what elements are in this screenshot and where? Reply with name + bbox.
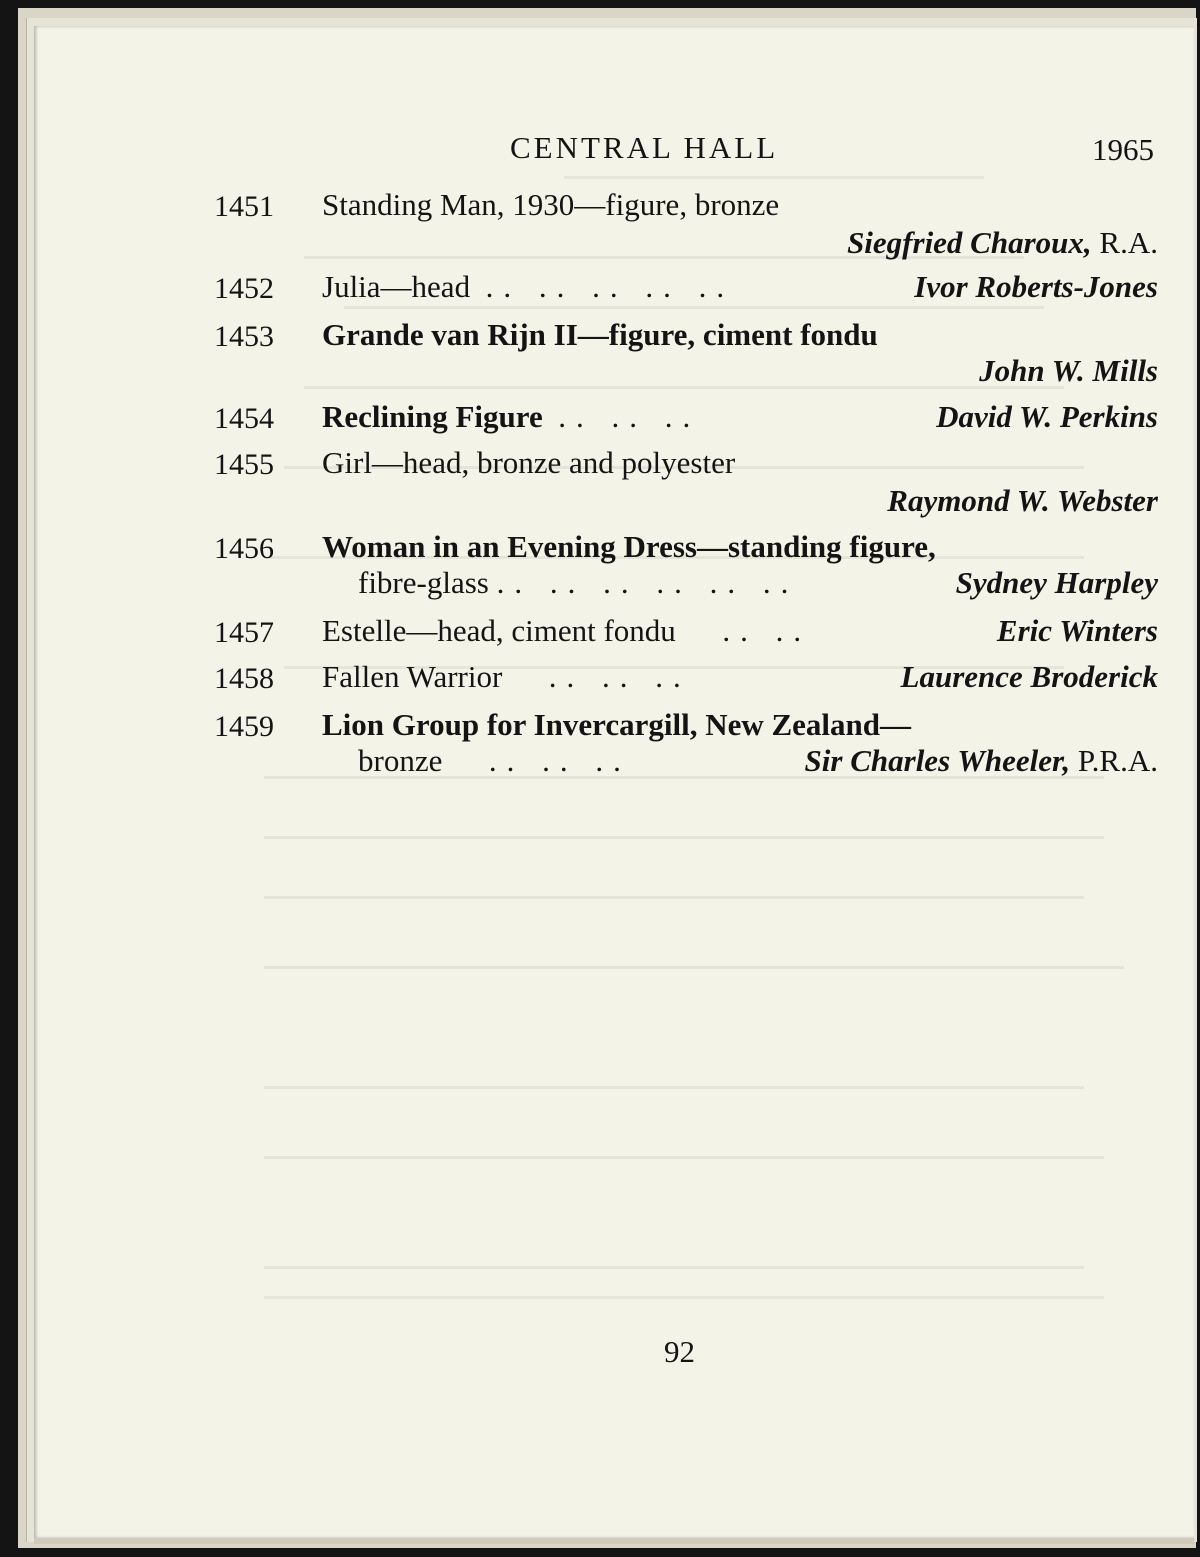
entry-number: 1453 bbox=[214, 320, 274, 353]
entry-title-text: Woman in an Evening Dress—standing figure, bbox=[322, 529, 936, 564]
entry-continuation bbox=[358, 566, 798, 600]
page-number: 92 bbox=[664, 1334, 695, 1369]
entry-title: Fallen Warrior bbox=[322, 659, 503, 694]
entry-artist bbox=[956, 566, 1158, 600]
catalogue-entry bbox=[214, 318, 1158, 398]
leader-dots: .. .. .. bbox=[558, 399, 701, 434]
entry-artist bbox=[936, 400, 1158, 434]
artist-name: John W. Mills bbox=[979, 353, 1158, 388]
artist-name: Laurence Broderick bbox=[900, 659, 1158, 694]
artist-name: Raymond W. Webster bbox=[887, 483, 1158, 518]
entry-number: 1458 bbox=[214, 662, 274, 695]
artist-name: Sir Charles Wheeler, bbox=[804, 743, 1071, 778]
entry-title: Standing Man, 1930—figure, bronze bbox=[322, 187, 780, 222]
catalogue-entry bbox=[214, 400, 1158, 440]
leader-dots: .. .. .. bbox=[548, 659, 691, 694]
catalogue-entry bbox=[214, 530, 1158, 610]
entry-number: 1452 bbox=[214, 272, 274, 305]
artist-name: Eric Winters bbox=[996, 613, 1158, 648]
entry-number: 1456 bbox=[214, 532, 274, 565]
artist-honour: R.A. bbox=[1091, 225, 1158, 260]
catalogue-entry bbox=[214, 446, 1158, 526]
page-bottom-edge bbox=[34, 1538, 1194, 1544]
entry-artist bbox=[887, 484, 1158, 518]
entry-title-line bbox=[322, 660, 691, 694]
entry-continuation bbox=[358, 744, 631, 778]
artist-honour: P.R.A. bbox=[1070, 743, 1158, 778]
entry-title: Estelle—head, ciment fondu bbox=[322, 613, 676, 648]
entry-number: 1457 bbox=[214, 616, 274, 649]
catalogue-entry bbox=[214, 614, 1158, 654]
artist-name: Siegfried Charoux, bbox=[847, 225, 1092, 260]
entry-title-line bbox=[322, 270, 734, 304]
entry-title bbox=[322, 318, 878, 352]
catalogue-entry bbox=[214, 188, 1158, 268]
entry-title: Julia—head bbox=[322, 269, 471, 304]
leader-dots: .. .. .. .. .. bbox=[485, 269, 735, 304]
catalogue-page bbox=[34, 26, 1194, 1538]
leader-dots: .. .. .. bbox=[488, 743, 631, 778]
entry-title bbox=[322, 530, 936, 564]
entry-title bbox=[322, 708, 911, 742]
entry-title: Girl—head, bronze and polyester bbox=[322, 445, 736, 480]
catalogue-entry bbox=[214, 708, 1158, 788]
section-title: CENTRAL HALL bbox=[510, 130, 779, 165]
artist-name: Sydney Harpley bbox=[955, 565, 1158, 600]
entry-title-text: Lion Group for Invercargill, New Zealand— bbox=[322, 707, 912, 742]
entry-artist bbox=[914, 270, 1158, 304]
continuation-text: bronze bbox=[358, 743, 443, 778]
catalogue-entry bbox=[214, 660, 1158, 700]
year-label: 1965 bbox=[1092, 132, 1154, 167]
entry-artist bbox=[847, 226, 1158, 260]
leader-dots: .. .. bbox=[722, 613, 812, 648]
artist-name: Ivor Roberts-Jones bbox=[914, 269, 1158, 304]
entry-title-text: Grande van Rijn II—figure, ciment fondu bbox=[322, 317, 878, 352]
entry-artist bbox=[997, 614, 1158, 648]
entry-artist bbox=[805, 744, 1158, 778]
leader-dots: .. .. .. .. .. .. bbox=[496, 565, 799, 600]
catalogue-entry bbox=[214, 270, 1158, 310]
entry-artist bbox=[901, 660, 1158, 694]
entry-title-line bbox=[322, 400, 700, 434]
entry-number: 1451 bbox=[214, 190, 274, 223]
continuation-text: fibre-glass bbox=[358, 565, 489, 600]
entry-title: Reclining Figure bbox=[322, 399, 543, 434]
entry-number: 1454 bbox=[214, 402, 274, 435]
entry-number: 1455 bbox=[214, 448, 274, 481]
entry-title-line bbox=[322, 614, 811, 648]
running-head bbox=[34, 130, 1194, 180]
artist-name: David W. Perkins bbox=[936, 399, 1158, 434]
entry-artist bbox=[979, 354, 1158, 388]
entry-number: 1459 bbox=[214, 710, 274, 743]
